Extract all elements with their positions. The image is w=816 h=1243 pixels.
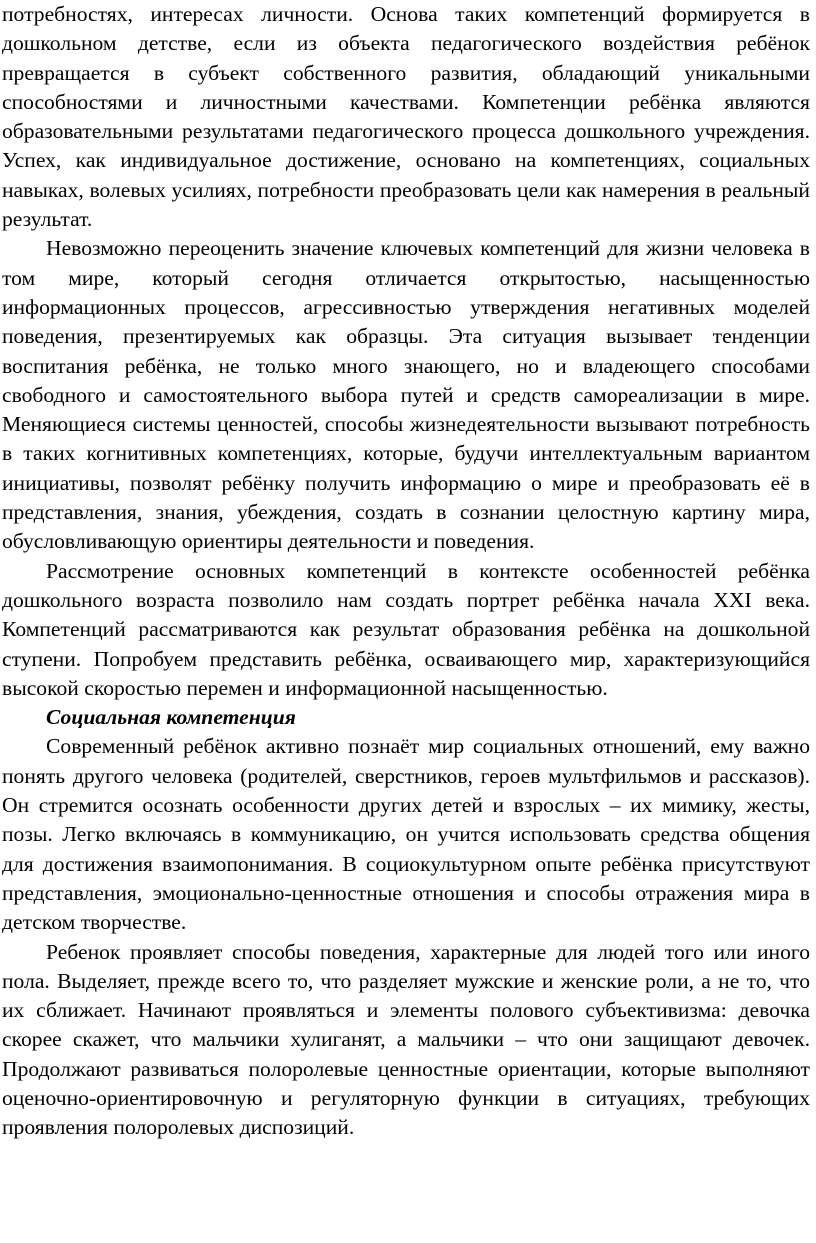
section-heading: Социальная компетенция [46, 705, 296, 730]
paragraph-portrait: Рассмотрение основных компетенций в контексте особенностей ребёнка дошкольного возраста позволило нам создать портрет ребёнка начала XXI века. Компетенций рассматриваются как результат образования ребёнка на дошкольной ступени. Попробуем представить ребёнка, осваивающего мир, характеризующийся высокой скоростью перемен и информационной насыщенностью. [2, 558, 810, 700]
paragraph-social-relations: Современный ребёнок активно познаёт мир социальных отношений, ему важно понять другого человека (родителей, сверстников, героев мультфильмов и рассказов). Он стремится осознать особенности других детей и взрослых – их мимику, жесты, позы. Легко включаясь в коммуникацию, он учится использовать средства общения для достижения взаимопонимания. В социокультурном опыте ребёнка присутствуют представления, эмоционально-ценностные отношения и способы отражения мира в детском творчестве. [2, 734, 810, 935]
paragraph-key-competencies: Невозможно переоценить значение ключевых компетенций для жизни человека в том мире, который сегодня отличается открытостью, насыщенностью информационных процессов, агрессивностью утверждения негативных моделей поведения, презентируемых как образцы. Эта ситуация вызывает тенденции воспитания ребёнка, не только много знающего, но и владеющего способами свободного и самостоятельного выбора путей и средств самореализации в мире. Меняющиеся системы ценностей, способы жизнедеятельности вызывают потребность в таких когнитивных компетенциях, которые, будучи интеллектуальным вариантом инициативы, позволят ребёнку получить информацию о мире и преобразовать её в представления, знания, убеждения, создать в сознании целостную картину мира, обусловливающую ориентиры деятельности и поведения. [2, 236, 810, 554]
paragraph-continuation: потребностях, интересах личности. Основа таких компетенций формируется в дошкольном детстве, если из объекта педагогического воздействия ребёнок превращается в субъект собственного развития, обладающий уникальными способностями и личностными качествами. Компетенции ребёнка являются образовательными результатами педагогического процесса дошкольного учреждения. Успех, как индивидуальное достижение, основано на компетенциях, социальных навыках, волевых усилиях, потребности преобразовать цели как намерения в реальный результат. [2, 2, 810, 232]
paragraph-gender-roles: Ребенок проявляет способы поведения, характерные для людей того или иного пола. Выделяет, прежде всего то, что разделяет мужские и женские роли, а не то, что их сближает. Начинают проявляться и элементы полового субъективизма: девочка скорее скажет, что мальчики хулиганят, а мальчики – что они защищают девочек. Продолжают развиваться полоролевые ценностные ориентации, которые выполняют оценочно-ориентировочную и регуляторную функции в ситуациях, требующих проявления полоролевых диспозиций. [2, 939, 810, 1140]
